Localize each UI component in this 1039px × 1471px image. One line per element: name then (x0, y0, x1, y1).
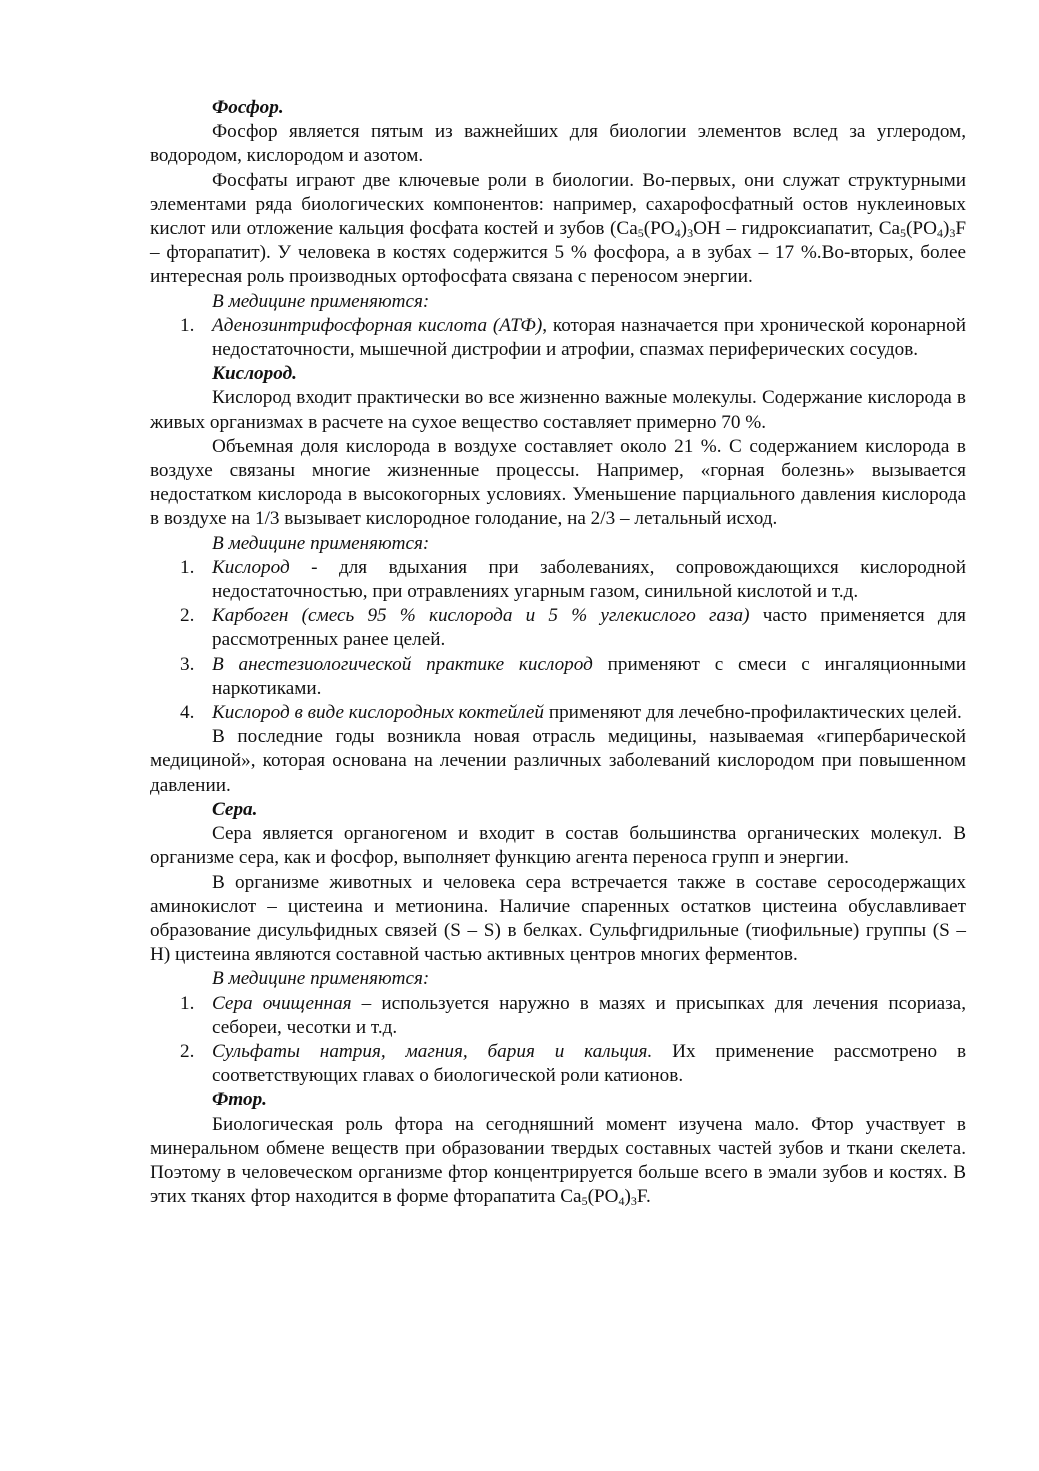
list-item: 3. В анестезиологической практике кислород применяют с смеси с ингаляционными наркотиками. (180, 653, 966, 699)
paragraph: Биологическая роль фтора на сегодняшний момент изучена мало. Фтор участвует в минеральном обмене веществ при образовании твердых составных частей зубов и ткани скелета. Поэтому в человеческом организме фтор концентрируется больше всего в эмали зубов и костях. В этих тканях фтор находится в форме фторапатита $Ca_5(PO_4)_3F$. (150, 1113, 966, 1209)
paragraph: Фосфор является пятым из важнейших для биологии элементов вслед за углеродом, водородом, кислородом и азотом. (150, 121, 966, 167)
list-item: 1. Аденозинтрифосфорная кислота (АТФ), которая назначается при хронической коронарной недостаточности, мышечной дистрофии и атрофии, спазмах периферических сосудов. (180, 314, 967, 361)
paragraph: В последние годы возникла новая отрасль медицины, называемая «гипербарической медициной», которая основана на лечении различных заболеваний кислородом при повышенном давлении. (150, 726, 966, 796)
paragraph: В организме животных и человека сера встречается также в составе серосодержащих аминокислот – цистеина и метионина. Наличие спаренных остатков цистеина обуславливает образование дисульфидных связей (S – S) в белках. Сульфгидрильные (тиофильные) группы (S – H) цистеина являются составной частью активных центров многих ферментов. (150, 871, 966, 966)
section-heading-sulfur: Сера. (212, 798, 258, 820)
list-item: 4. Кислород в виде кислородных коктейлей применяют для лечебно-профилактических целей. (180, 702, 962, 724)
section-heading-oxygen: Кислород. (212, 363, 297, 385)
section-heading-phosphorus: Фосфор. (212, 97, 284, 118)
document-page (150, 96, 966, 1209)
medicine-subheading: В медицине применяются: (212, 532, 430, 554)
paragraph: Фосфаты играют две ключевые роли в биологии. Во-первых, они служат структурными элементами ряда биологических компонентов: например, сахарофосфатный остов нуклеиновых кислот или отложение кальция фосфата костей и зубов ($Ca_5(PO_4)_3OH$ – гидроксиапатит, $Ca_5(PO_4)_3F$ – фторапатит). У человека в костях содержится 5 % фосфора, а в зубах – 17 %.Во-вторых, более интересная роль производных ортофосфата связана с переносом энергии. (150, 169, 966, 288)
paragraph: Объемная доля кислорода в воздухе составляет около 21 %. С содержанием кислорода в воздухе связаны многие жизненные процессы. Например, «горная болезнь» вызывается недостатком кислорода в высокогорных условиях. Уменьшение парциального давления кислорода в воздухе на 1/3 вызывает кислородное голодание, на 2/3 – летальный исход. (150, 435, 966, 530)
medicine-subheading: В медицине применяются: (212, 290, 430, 312)
list-item: 2. Сульфаты натрия, магния, бария и кальция. Их применение рассмотрено в соответствующих главах о биологической роли катионов. (180, 1040, 967, 1087)
medicine-subheading: В медицине применяются: (212, 968, 430, 990)
list-item: 1. Сера очищенная – используется наружно в мазях и присыпках для лечения псориаза, себореи, чесотки и т.д. (180, 992, 966, 1038)
list-item: 2. Карбоген (смесь 95 % кислорода и 5 % углекислого газа) часто применяется для рассмотренных ранее целей. (180, 605, 966, 651)
medicine-list (150, 556, 966, 725)
section-heading-fluorine: Фтор. (212, 1089, 267, 1111)
medicine-list (150, 314, 966, 362)
medicine-list (150, 992, 966, 1089)
paragraph: Кислород входит практически во все жизненно важные молекулы. Содержание кислорода в живых организмах в расчете на сухое вещество составляет примерно 70 %. (150, 387, 966, 433)
list-item: 1. Кислород - для вдыхания при заболеваниях, сопровождающихся кислородной недостаточностью, при отравлениях угарным газом, синильной кислотой и т.д. (180, 556, 967, 603)
paragraph: Сера является органогеном и входит в состав большинства органических молекул. В организме сера, как и фосфор, выполняет функцию агента переноса групп и энергии. (150, 823, 966, 869)
